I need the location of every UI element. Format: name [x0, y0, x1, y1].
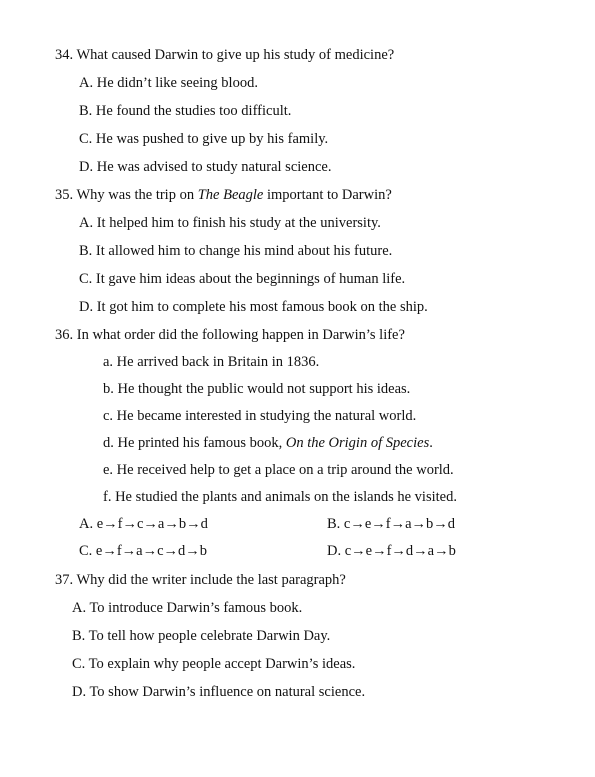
event-c: c. He became interested in studying the natural world. — [103, 408, 417, 424]
question-text-after: important to Darwin? — [263, 187, 392, 203]
question-text: In what order did the following happen in Darwin’s life? — [76, 327, 405, 343]
q34-option-c: C. He was pushed to give up by his family. — [79, 131, 329, 147]
question-text: What caused Darwin to give up his study of medicine? — [76, 47, 395, 63]
question-number: 37. — [55, 572, 74, 588]
event-b: b. He thought the public would not support his ideas. — [103, 381, 411, 397]
event-a: a. He arrived back in Britain in 1836. — [103, 354, 320, 370]
q36-option-b: B. c→e→f→a→b→d — [327, 516, 456, 532]
event-d — [103, 434, 433, 452]
question-text-before: Why was the trip on — [76, 187, 198, 203]
q37-option-a: A. To introduce Darwin’s famous book. — [72, 600, 303, 616]
q34-option-b: B. He found the studies too difficult. — [79, 103, 292, 119]
book-title: On the Origin of Species — [285, 435, 430, 451]
event-e: e. He received help to get a place on a trip around the world. — [103, 462, 454, 478]
question-35-stem — [55, 186, 392, 204]
q35-option-b: B. It allowed him to change his mind about his future. — [79, 243, 393, 259]
question-text: Why did the writer include the last paragraph? — [76, 572, 346, 588]
q35-option-a: A. It helped him to finish his study at the university. — [79, 215, 381, 231]
q37-option-d: D. To show Darwin’s influence on natural science. — [72, 684, 366, 700]
event-d-text: d. He printed his famous book, — [103, 435, 286, 451]
question-number: 34. — [55, 47, 74, 63]
q34-option-a: A. He didn’t like seeing blood. — [79, 75, 258, 91]
q37-option-c: C. To explain why people accept Darwin’s ideas. — [72, 656, 356, 672]
q36-option-c: C. e→f→a→c→d→b — [79, 543, 208, 559]
question-34-stem — [55, 46, 394, 64]
event-d-period: . — [429, 435, 433, 451]
q36-option-d: D. c→e→f→d→a→b — [327, 543, 456, 559]
ship-name: The Beagle — [197, 187, 264, 203]
q37-option-b: B. To tell how people celebrate Darwin Day. — [72, 628, 331, 644]
question-37-stem — [55, 571, 346, 589]
q35-option-c: C. It gave him ideas about the beginnings of human life. — [79, 271, 406, 287]
q36-option-a: A. e→f→c→a→b→d — [79, 516, 208, 532]
question-number: 35. — [55, 187, 74, 203]
question-36-stem — [55, 326, 405, 344]
q35-option-d: D. It got him to complete his most famous book on the ship. — [79, 299, 428, 315]
event-f: f. He studied the plants and animals on the islands he visited. — [103, 489, 457, 505]
question-number: 36. — [55, 327, 74, 343]
q34-option-d: D. He was advised to study natural science. — [79, 159, 332, 175]
